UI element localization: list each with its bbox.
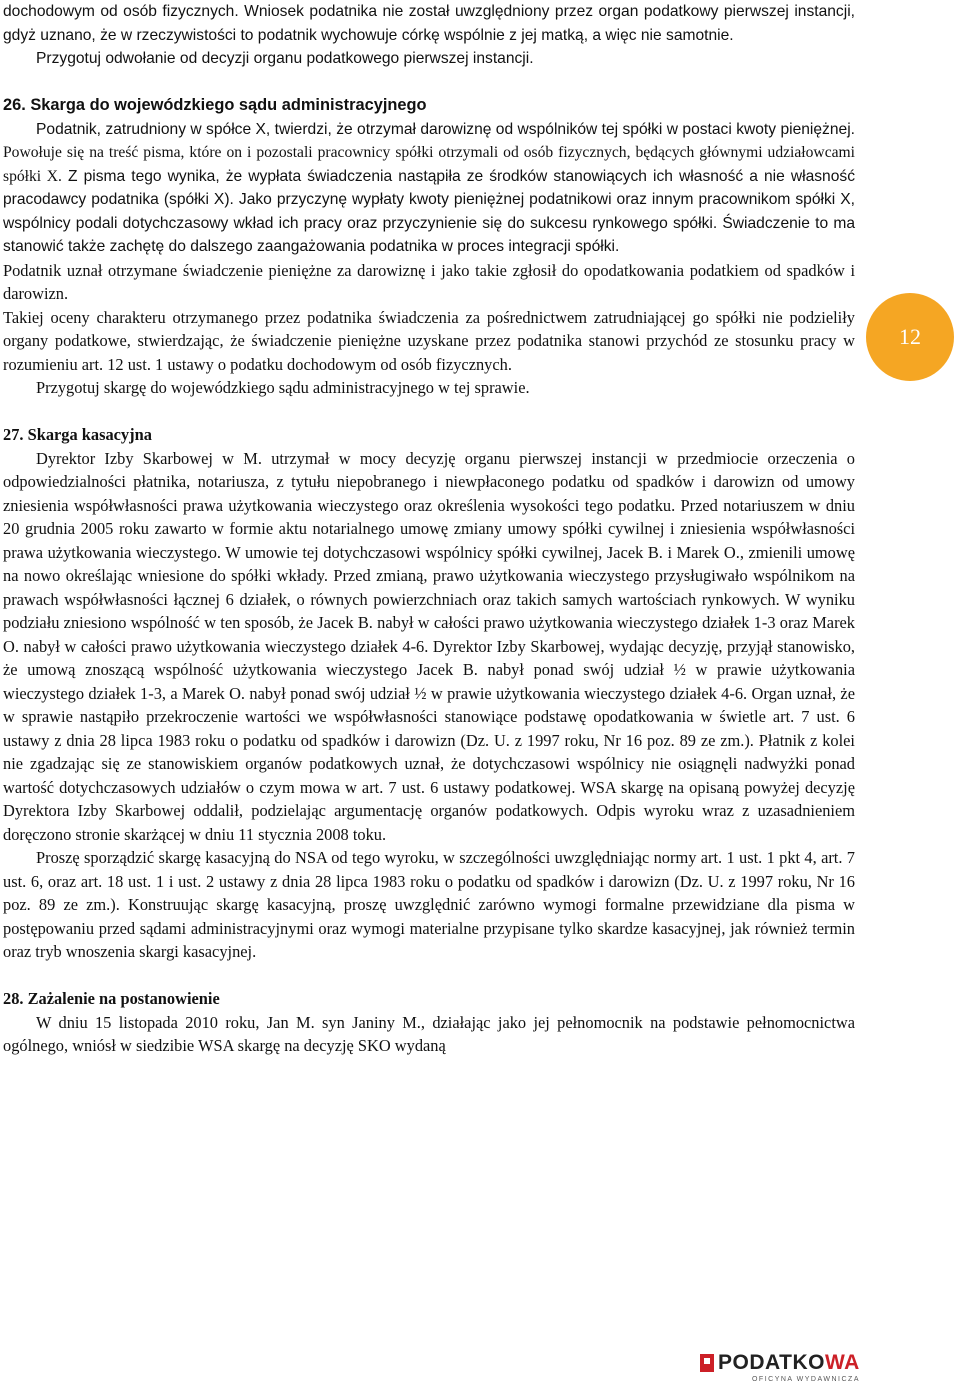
section-27-heading: 27. Skarga kasacyjna	[3, 425, 152, 444]
section-27-paragraph-1: Dyrektor Izby Skarbowej w M. utrzymał w mocy decyzję organu pierwszej instancji w przedmiocie orzeczenia o odpowiedzialności płatnika, notariusza, z tytułu niepobranego i niewpłaconego podatku od spadków i darowizn od umowy zniesienia współwłasności prawa użytkowania wieczystego oraz określenia wysokości tego podatku. Przed notariuszem w dniu 20 grudnia 2005 roku zawarto w formie aktu notarialnego umowę zmiany umowy spółki cywilnej i zniesienia współwłasności prawa użytkowania wieczystego. W umowie tej dotychczasowi wspólnicy spółki cywilnej, Jacek B. i Marek O., zmienili umowę na nowo określając wniesione do spółki wkłady. Przed zmianą, prawo użytkowania wieczystego przysługiwało wspólnikom na prawach współwłasności łącznej 6 działek, o równych powierzchniach oraz takich samych wartościach rynkowych. W wyniku podziału zniesiono wspólność w ten sposób, że Jacek B. nabył w całości prawo użytkowania wieczystego działek 1-3 oraz Marek O. nabył w całości prawo użytkowania wieczystego działek 4-6. Dyrektor Izby Skarbowej, wydając decyzję, przyjął stanowisko, że umową znoszącą wspólność użytkowania wieczystego Jacek B. nabył ponad swój udział ½ w prawie użytkowania wieczystego działek 1-3, a Marek O. nabył ponad swój udział ½ w prawie użytkowania wieczystego działek 4-6. Organ uznał, że w sprawie nastąpiło przekroczenie wartości we współwłasności stanowiące podstawę opodatkowania w świetle art. 7 ust. 6 ustawy z dnia 28 lipca 1983 roku o podatku od spadków i darowizn (Dz. U. z 1997 roku, Nr 16 poz. 89 ze zm.). Płatnik z kolei nie zgadzając się ze stanowiskiem organów podatkowych uznał, że dotychczasowi wspólnicy nie osiągnęli nadwyżki ponad wartość dotychczasowych udziałów o czym mowa w art. 7 ust. 6 ustawy podatkowej. WSA skargę na opisaną powyżej decyzję Dyrektora Izby Skarbowej oddalił, podzielając argumentację organów podatkowych. Odpis wyroku wraz z uzasadnieniem doręczono stronie skarżącej w dniu 11 stycznia 2008 toku.	[3, 448, 855, 844]
intro-task: Przygotuj odwołanie od decyzji organu podatkowego pierwszej instancji.	[36, 50, 534, 67]
section-26-paragraph-3: Takiej oceny charakteru otrzymanego przez podatnika świadczenia za pośrednictwem zatrudniającej go spółki nie podzieliły organy podatkowe, stwierdzając, że świadczenie pieniężne uzyskane przez podatnika stanowi przychód ze stosunku pracy w rozumieniu art. 12 ust. 1 ustawy o podatku dochodowym od osób fizycznych.	[3, 307, 855, 374]
logo-mark-icon	[700, 1354, 714, 1372]
section-26-task: Przygotuj skargę do wojewódzkiego sądu administracyjnego w tej sprawie.	[36, 378, 530, 397]
section-28-heading: 28. Zażalenie na postanowienie	[3, 989, 220, 1008]
publisher-logo	[700, 1352, 860, 1388]
logo-subtitle: OFICYNA WYDAWNICZA	[751, 1376, 860, 1383]
section-27-paragraph-2: Proszę sporządzić skargę kasacyjną do NSA od tego wyroku, w szczególności uwzględniając normy art. 1 ust. 1 pkt 4, art. 7 ust. 6, oraz art. 18 ust. 1 i ust. 2 ustawy z dnia 28 lipca 1983 roku o podatku od spadków i darowizn (Dz. U. z 1997 roku, Nr 16 poz. 89 ze zm.). Konstruując skargę kasacyjną, proszę uwzględnić zarówno wymogi formalne przewidziane dla pisma w postępowaniu przed sądami administracyjnymi oraz wymogi materialne przypisane tylko skardze kasacyjnej, jak również termin oraz tryb wnoszenia skargi kasacyjnej.	[3, 848, 855, 961]
document-page	[3, 0, 855, 1058]
section-26-paragraph-2: Podatnik uznał otrzymane świadczenie pieniężne za darowiznę i jako takie zgłosił do opodatkowania podatkiem od spadków i darowizn.	[3, 260, 855, 303]
logo-text: PODATKOWA	[718, 1351, 860, 1374]
page-number-badge: 12	[866, 293, 954, 381]
section-26-heading: 26. Skarga do wojewódzkiego sądu administracyjnego	[3, 96, 427, 114]
section-26-paragraph-1: Podatnik, zatrudniony w spółce X, twierdzi, że otrzymał darowiznę od wspólników tej spółki w postaci kwoty pieniężnej. Powołuje się na treść pisma, które on i pozostali pracownicy spółki otrzymali od osób fizycznych, będących głównymi udziałowcami spółki X. Z pisma tego wynika, że wypłata świadczenia nastąpiła ze środków stanowiących ich własność a nie własność pracodawcy podatnika (spółki X). Jako przyczynę wypłaty kwoty pieniężnej podatnikowi oraz innym pracownikom spółki X, wspólnicy podali dotychczasowy wkład ich pracy oraz przyczynienie się do sukcesu rynkowego spółki. Świadczenie to ma stanowić także zachętę do dalszego zaangażowania podatnika w proces integracji spółki.	[3, 120, 855, 255]
section-28-paragraph-1: W dniu 15 listopada 2010 roku, Jan M. syn Janiny M., działając jako jej pełnomocnik na podstawie pełnomocnictwa ogólnego, wniósł w siedzibie WSA skargę na decyzję SKO wydaną	[3, 1012, 855, 1055]
intro-paragraph: dochodowym od osób fizycznych. Wniosek podatnika nie został uwzględniony przez organ podatkowy pierwszej instancji, gdyż uznano, że w rzeczywistości to podatnik wychowuje córkę wspólnie z jej matką, a więc nie samotnie.	[3, 3, 855, 44]
